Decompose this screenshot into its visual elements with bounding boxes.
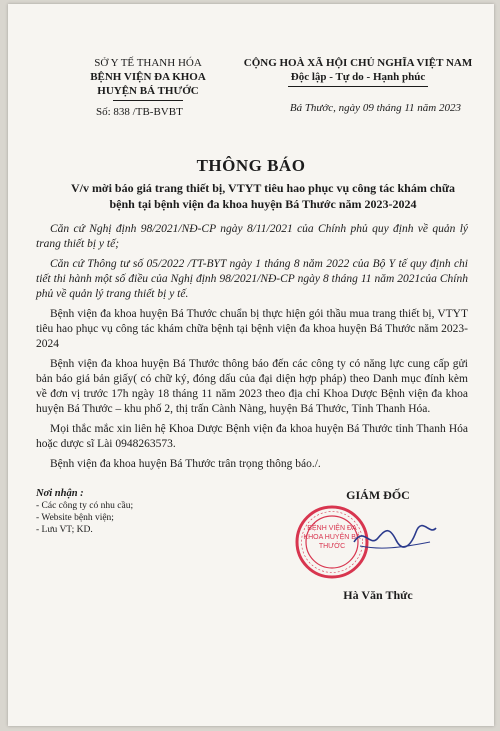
document-subtitle [58,180,468,212]
motto-underline [288,86,428,87]
hospital-name-line1: BỆNH VIỆN ĐA KHOA [90,71,206,83]
signature-block [278,488,478,608]
document-page [8,4,494,726]
recipients-title: Nơi nhận : [36,488,84,499]
country-name: CỘNG HOÀ XÃ HỘI CHỦ NGHĨA VIỆT NAM [243,57,473,69]
recipient-item: - Website bệnh viện; [36,513,114,523]
issuer-underline [113,100,183,101]
hospital-name-line2: HUYỆN BÁ THƯỚC [97,85,199,97]
recipient-item: - Các công ty có nhu cầu; [36,501,134,511]
document-header [8,4,494,124]
signer-name: Hà Văn Thức [343,588,413,602]
document-body [36,222,468,477]
body-paragraph-6: Bệnh viện đa khoa huyện Bá Thước trân trọng thông báo./. [50,458,321,470]
national-motto: Độc lập - Tự do - Hạnh phúc [290,71,426,83]
document-title: THÔNG BÁO [196,156,306,175]
body-paragraph-4: Bệnh viện đa khoa huyện Bá Thước thông báo đến các công ty có năng lực cung cấp gửi bản báo giá bản giấy( có chữ ký, đóng dấu của đại diện hợp pháp) theo Danh mục đính kèm về đơn vị trước 17h ngày 18 tháng 11 năm 2023 theo địa chỉ Khoa Dược Bệnh viện đa khoa huyện Bá Thước – khu phố 2, thị trấn Cành Nàng, huyện Bá Thước, Tỉnh Thanh Hóa. [36,358,468,415]
issue-date: Bá Thước, ngày 09 tháng 11 năm 2023 [289,102,461,114]
legal-basis-1: Căn cứ Nghị định 98/2021/NĐ-CP ngày 8/11/2021 của Chính phủ quy định về quản lý trang thiết bị y tế; [36,223,468,250]
national-header [243,56,473,115]
body-paragraph-3: Bệnh viện đa khoa huyện Bá Thước chuẩn bị thực hiện gói thầu mua trang thiết bị, VTYT tiêu hao phục vụ công tác khám chữa bệnh tại bệnh viện đa khoa huyện Bá Thước năm 2023-2024 [36,308,468,350]
body-paragraph-5: Mọi thắc mắc xin liên hệ Khoa Dược Bệnh viện đa khoa huyện Bá Thước tỉnh Thanh Hóa hoặc dược sĩ Lài 0948263573. [36,423,468,450]
document-number: Số: 838 /TB-BVBT [96,106,183,118]
handwritten-signature [350,518,440,558]
stamp-text: BỆNH VIỆN ĐA KHOA HUYỆN BÁ THƯỚC [303,525,361,550]
ministry-name: SỞ Y TẾ THANH HÓA [94,57,202,69]
issuer-block [48,56,248,119]
signer-title: GIÁM ĐỐC [346,488,410,502]
subtitle-line-1: V/v mời báo giá trang thiết bị, VTYT tiêu hao phục vụ công tác khám chữa [70,181,456,195]
recipient-item: - Lưu VT; KD. [36,525,93,535]
legal-basis-2: Căn cứ Thông tư số 05/2022 /TT-BYT ngày 1 tháng 8 năm 2022 của Bộ Y tế quy định chi tiết thi hành một số điều của Nghị định 98/2021/NĐ-CP ngày 8 tháng 11 năm 2021của Chính phủ về quản lý trang thiết bị y tế. [36,258,468,300]
recipients-block [36,488,236,536]
subtitle-line-2: bệnh tại bệnh viện đa khoa huyện Bá Thước năm 2023-2024 [109,197,417,211]
